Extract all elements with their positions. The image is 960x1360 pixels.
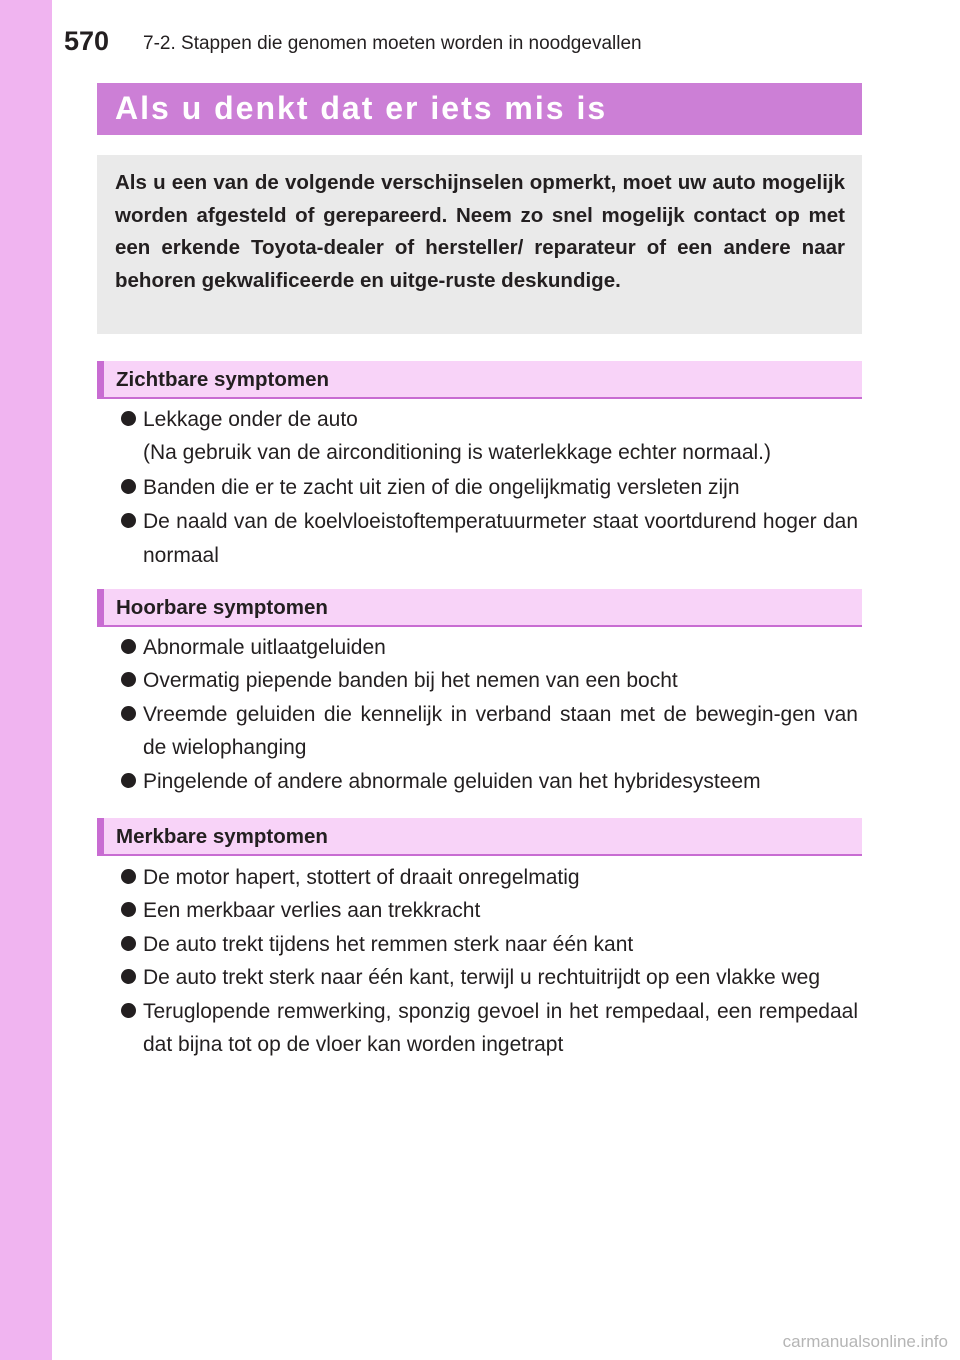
list-item-text: De auto trekt sterk naar één kant, terwijl u rechtuitrijdt op een vlakke weg: [143, 966, 821, 990]
bullet-icon: [121, 869, 136, 884]
bullet-icon: [121, 672, 136, 687]
bullet-icon: [121, 1003, 136, 1018]
list-item-text: Banden die er te zacht uit zien of die ongelijkmatig versleten zijn: [143, 475, 740, 499]
page-number: 570: [64, 26, 110, 56]
bullet-icon: [121, 479, 136, 494]
bullet-icon: [121, 639, 136, 654]
section-heading-audible: Hoorbare symptomen: [97, 589, 862, 627]
list-item-text: Abnormale uitlaatgeluiden: [143, 636, 386, 659]
list-item-text: Pingelende of andere abnormale geluiden van het hybridesysteem: [143, 769, 761, 793]
list-item: [121, 861, 858, 894]
audible-symptoms-list: [121, 631, 858, 798]
page-title: Als u denkt dat er iets mis is: [97, 83, 862, 135]
list-item: [121, 698, 858, 765]
list-item: [121, 471, 858, 504]
list-item-text: Overmatig piepende banden bij het nemen van een bocht: [143, 669, 678, 693]
bullet-icon: [121, 411, 136, 426]
visible-symptoms-list: [121, 403, 858, 572]
watermark-text: carmanualsonline.info: [782, 1332, 948, 1351]
bullet-icon: [121, 513, 136, 528]
bullet-icon: [121, 969, 136, 984]
bullet-icon: [121, 936, 136, 951]
list-item-text: De naald van de koelvloeistoftemperatuurmeter staat voortdurend hoger dan normaal: [143, 510, 858, 567]
bullet-icon: [121, 902, 136, 917]
list-item: [121, 505, 858, 572]
list-item: [121, 995, 858, 1062]
list-item: [121, 961, 858, 994]
intro-box: Als u een van de volgende verschijnselen opmerkt, moet uw auto mogelijk worden afgesteld of gerepareerd. Neem zo snel mogelijk contact op met een erkende Toyota-dealer of hersteller/ reparateur of een andere naar behoren gekwalificeerde en uitge-ruste deskundige.: [97, 155, 862, 334]
list-item-text: Teruglopende remwerking, sponzig gevoel in het rempedaal, een rempedaal dat bijna tot op de vloer kan worden ingetrapt: [143, 999, 858, 1057]
list-item: [121, 894, 858, 927]
list-item-text: De motor hapert, stottert of draait onregelmatig: [143, 866, 580, 889]
list-item-text: De auto trekt tijdens het remmen sterk naar één kant: [143, 932, 634, 956]
list-item-text: Een merkbaar verlies aan trekkracht: [143, 899, 481, 923]
chapter-header: 7-2. Stappen die genomen moeten worden in noodgevallen: [143, 33, 642, 54]
section-heading-noticeable: Merkbare symptomen: [97, 818, 862, 856]
list-item-text: (Na gebruik van de airconditioning is waterlekkage echter normaal.): [143, 441, 771, 465]
list-item: [121, 403, 858, 470]
list-item: [121, 664, 858, 697]
noticeable-symptoms-list: [121, 861, 858, 1061]
list-item-text: Vreemde geluiden die kennelijk in verband staan met de bewegin-gen van de wielophanging: [143, 702, 858, 760]
bullet-icon: [121, 706, 136, 721]
chapter-side-tab: [0, 0, 52, 1360]
list-item: [121, 928, 858, 961]
list-item: [121, 631, 858, 664]
list-item: [121, 765, 858, 798]
bullet-icon: [121, 773, 136, 788]
section-heading-visible: Zichtbare symptomen: [97, 361, 862, 399]
list-item-text: Lekkage onder de auto: [143, 408, 358, 431]
